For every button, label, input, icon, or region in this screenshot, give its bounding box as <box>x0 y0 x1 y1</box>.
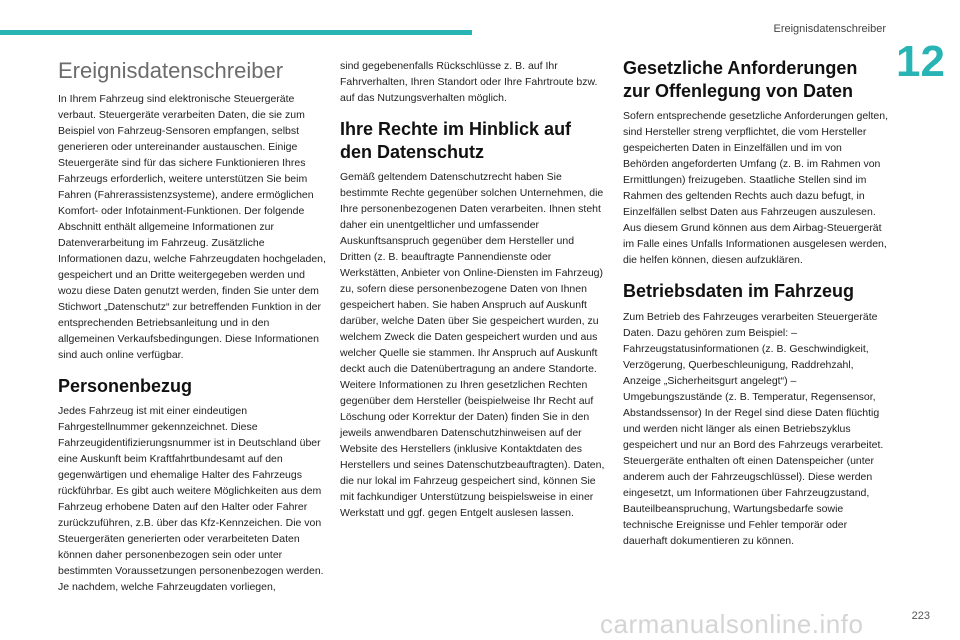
column-3 <box>623 52 889 549</box>
personenbezug-paragraph: Jedes Fahrzeug ist mit einer eindeutigen Fahrgestellnummer gekennzeichnet. Diese Fahrzeugidentifizierungsnummer ist in Deutschland über eine Auskunft beim Kraftfahrtbundesamt auf den gegenwärtigen und ehemalige Halter des Fahrzeugs rückführbar. Es gibt auch weitere Möglichkeiten aus dem Fahrzeug erhobene Daten auf den Halter oder Fahrer zurückzuführen, z.B. über das Kfz-Kennzeichen. Die von Steuergeräten generierten oder verarbeiteten Daten können daher personenbezogen sein oder unter bestimmten Voraussetzungen personenbezogen werden. Je nachdem, welche Fahrzeugdaten vorliegen, <box>58 405 324 593</box>
continuation-paragraph: sind gegebenenfalls Rückschlüsse z. B. auf Ihr Fahrverhalten, Ihren Standort oder Ihre Fahrtroute bzw. auf das Nutzungsverhalten möglich. <box>340 60 598 104</box>
heading-betriebsdaten: Betriebsdaten im Fahrzeug <box>623 281 855 301</box>
heading-rechte: Ihre Rechte im Hinblick auf den Datenschutz <box>340 119 572 162</box>
gesetzlich-paragraph: Sofern entsprechende gesetzliche Anforderungen gelten, sind Hersteller streng verpflichtet, die vom Hersteller gespeicherten Daten in Einzelfällen und im von Behörden angeforderten Umfang (z. B. im Rahmen von Ermittlungen) freizugeben. Staatliche Stellen sind im Rahmen des geltenden Rechts auch dazu befugt, in Einzelfällen selbst Daten aus Fahrzeugen auszulesen. Aus diesem Grund können aus dem Airbag-Steuergerät im Falle eines Unfalls Informationen ausgelesen werden, die helfen können, diesen aufzuklären. <box>623 110 889 266</box>
page-number: 223 <box>911 610 930 622</box>
column-2 <box>340 58 605 521</box>
rechte-paragraph: Gemäß geltendem Datenschutzrecht haben Sie bestimmte Rechte gegenüber solchen Unternehmen, die Ihre personenbezogenen Daten verarbeiten. Ihnen steht daher ein unentgeltlicher und umfassender Auskunftsanspruch gegenüber dem Hersteller und Dritten (z. B. beauftragte Pannendienste oder Werkstätten, Anbieter von Online-Diensten im Fahrzeug) zu, sofern diese personenbezogene Daten von Ihnen gespeichert haben. Sie haben Anspruch auf Auskunft darüber, welche Daten über Sie gespeichert wurden, zu welchem Zweck die Daten gespeichert wurden und aus welcher Quelle sie stammen. Ihr Anspruch auf Auskunft deckt auch die Datenübertragung an andere Standorte. Weitere Informationen zu Ihren gesetzlichen Rechten gegenüber dem Hersteller (beispielweise Ihr Recht auf Löschung oder Korrektur der Daten) finden Sie in den jeweils anwendbaren Datenschutzhinweisen auf der Website des Herstellers (inklusive Kontaktdaten des Herstellers und seines Datenschutzbeauftragten). Daten, die nur lokal im Fahrzeug gespeichert sind, können Sie mit fachkundiger Unterstützung beispielsweise in einer Werkstatt und ggf. gegen Entgelt auslesen lassen. <box>340 171 605 519</box>
header-accent-bar <box>0 30 472 35</box>
page-title: Ereignisdatenschreiber <box>58 58 284 83</box>
chapter-number: 12 <box>896 37 945 86</box>
intro-paragraph: In Ihrem Fahrzeug sind elektronische Steuergeräte verbaut. Steuergeräte verarbeiten Daten, die sie zum Beispiel von Fahrzeug-Sensoren empfangen, selbst generieren oder untereinander austauschen. Einige Steuergeräte sind für das sichere Funktionieren Ihres Fahrzeugs erforderlich, weitere unterstützen Sie beim Fahren (Fahrerassistenzsysteme), andere ermöglichen Komfort- oder Infotainment-Funktionen. Der folgende Abschnitt enthält allgemeine Informationen zur Datenverarbeitung im Fahrzeug. Zusätzliche Informationen dazu, welche Fahrzeugdaten hochgeladen, gespeichert und an Dritte weitergegeben werden und wozu diese Daten genutzt werden, finden Sie unter dem Stichwort „Datenschutz“ zur betreffenden Funktion in der entsprechenden Betriebsanleitung und in den allgemeinen Verkaufsbedingungen. Diese Informationen sind auch online verfügbar. <box>58 92 326 361</box>
watermark: carmanualsonline.info <box>600 609 864 639</box>
heading-personenbezug: Personenbezug <box>58 375 193 396</box>
column-1 <box>58 52 328 595</box>
running-title: Ereignisdatenschreiber <box>773 23 886 35</box>
heading-gesetzlich: Gesetzliche Anforderungen zur Offenlegung von Daten <box>623 58 858 101</box>
betriebsdaten-paragraph: Zum Betrieb des Fahrzeuges verarbeiten Steuergeräte Daten. Dazu gehören zum Beispiel: – Fahrzeugstatusinformationen (z. B. Geschwindigkeit, Verzögerung, Querbeschleunigung, Raddrehzahl, Anzeige „Sicherheitsgurt angelegt“) – Umgebungszustände (z. B. Temperatur, Regensensor, Abstandssensor) In der Regel sind diese Daten flüchtig und werden nicht länger als einen Betriebszyklus gespeichert und nur an Bord des Fahrzeugs verarbeitet. Steuergeräte enthalten oft einen Datenspeicher (unter anderem auch der Fahrzeugschlüssel). Diese werden eingesetzt, um Informationen über Fahrzeugzustand, Bauteilbeanspruchung, Wartungsbedarfe sowie technische Ereignisse und Fehler temporär oder dauerhaft dokumentieren zu können. <box>623 310 884 547</box>
